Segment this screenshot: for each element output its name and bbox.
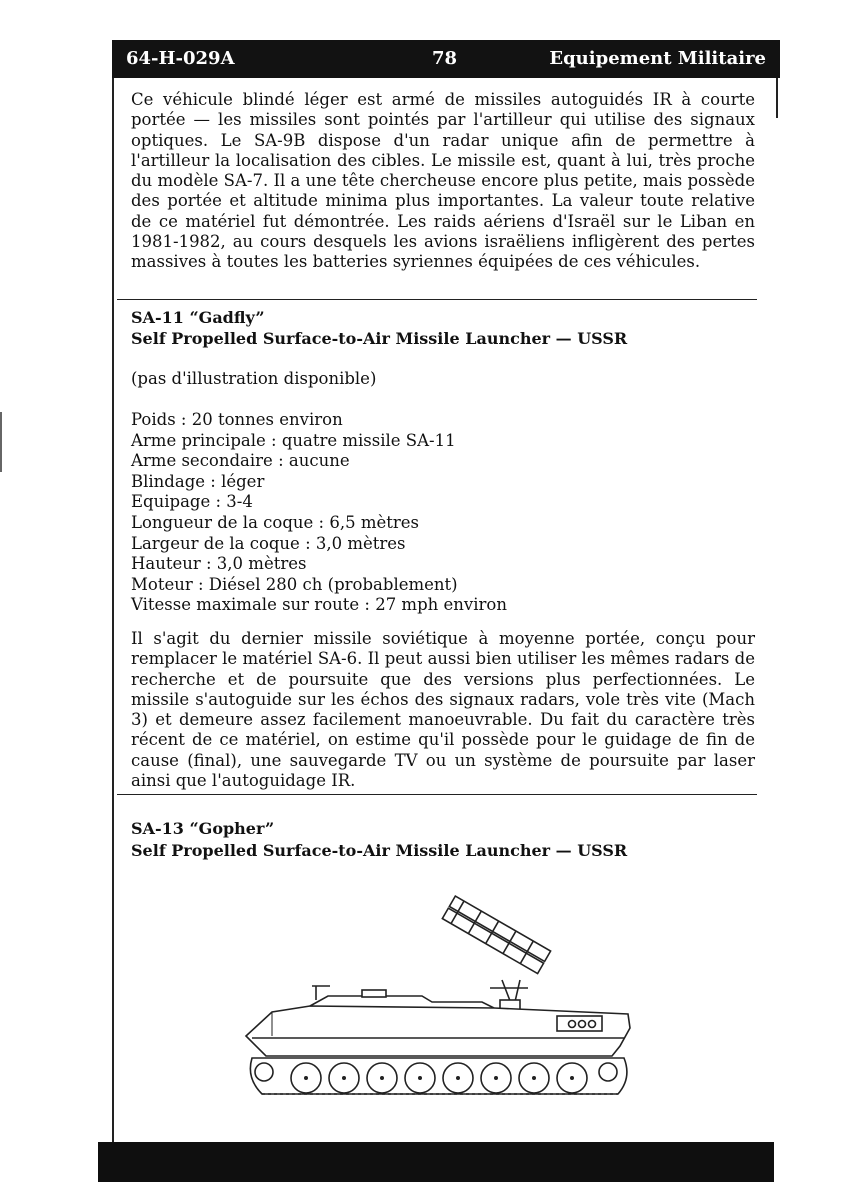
spec-main-armament: Arme principale : quatre missile SA-11	[131, 430, 456, 450]
spec-secondary-armament: Arme secondaire : aucune	[131, 451, 350, 471]
sa11-description: Il s'agit du dernier missile soviétique à moyenne portée, conçu pour remplacer le matériel SA-6. Il peut aussi bien utiliser les mêmes radars de recherche et de poursuite que des versions plus perfectionnées. Le missile s'autoguide sur les échos des signaux radars, vole très vite (Mach 3) et demeure assez facilement manoeuvrable. Du fait du caractère très récent de ce matériel, on estime qu'il possède pour le guidage de fin de cause (final), une sauvegarde TV ou un système de poursuite par laser ainsi que l'autoguidage IR.	[131, 629, 755, 791]
sa13-subtitle: Self Propelled Surface-to-Air Missile Launcher — USSR	[131, 841, 628, 860]
page-number: 78	[432, 48, 458, 69]
spec-crew: Equipage : 3-4	[131, 492, 253, 512]
spec-weight: Poids : 20 tonnes environ	[131, 410, 343, 429]
sa11-spec-list	[131, 410, 507, 616]
section-title: Equipement Militaire	[549, 48, 766, 69]
intro-paragraph: Ce véhicule blindé léger est armé de missiles autoguidés IR à courte portée — les missiles sont pointés par l'artilleur qui utilise des signaux optiques. Le SA-9B dispose d'un radar unique afin de permettre à l'artilleur la localisation des cibles. Le missile est, quant à lui, très proche du modèle SA-7. Il a une tête chercheuse encore plus petite, mais possède des portée et altitude minima plus importantes. La valeur toute relative de ce matériel fut démontrée. Les raids aériens d'Israël sur le Liban en 1981-1982, au cours desquels les avions israëliens infligèrent des pertes massives à toutes les batteries syriennes équipées de ces véhicules.	[131, 90, 755, 272]
no-illustration-note: (pas d'illustration disponible)	[131, 369, 377, 388]
spec-hull-width: Largeur de la coque : 3,0 mètres	[131, 533, 406, 553]
scan-margin-mark	[0, 412, 2, 472]
sa13-vehicle-illustration	[232, 888, 652, 1128]
section-divider	[117, 299, 757, 300]
page-footer-bar	[98, 1142, 774, 1182]
sa11-subtitle: Self Propelled Surface-to-Air Missile Launcher — USSR	[131, 329, 628, 348]
document-code: 64-H-029A	[126, 48, 235, 69]
spec-armour: Blindage : léger	[131, 471, 265, 491]
left-margin-rule	[112, 78, 114, 1146]
spec-max-speed: Vitesse maximale sur route : 27 mph environ	[131, 595, 507, 615]
spec-hull-length: Longueur de la coque : 6,5 mètres	[131, 512, 419, 532]
page-header	[112, 40, 780, 78]
spec-engine: Moteur : Diésel 280 ch (probablement)	[131, 574, 458, 594]
sa11-title: SA-11 “Gadfly”	[131, 308, 265, 327]
sa13-title: SA-13 “Gopher”	[131, 819, 275, 838]
section-divider	[117, 794, 757, 795]
right-margin-rule	[776, 78, 778, 118]
spec-height: Hauteur : 3,0 mètres	[131, 554, 307, 574]
